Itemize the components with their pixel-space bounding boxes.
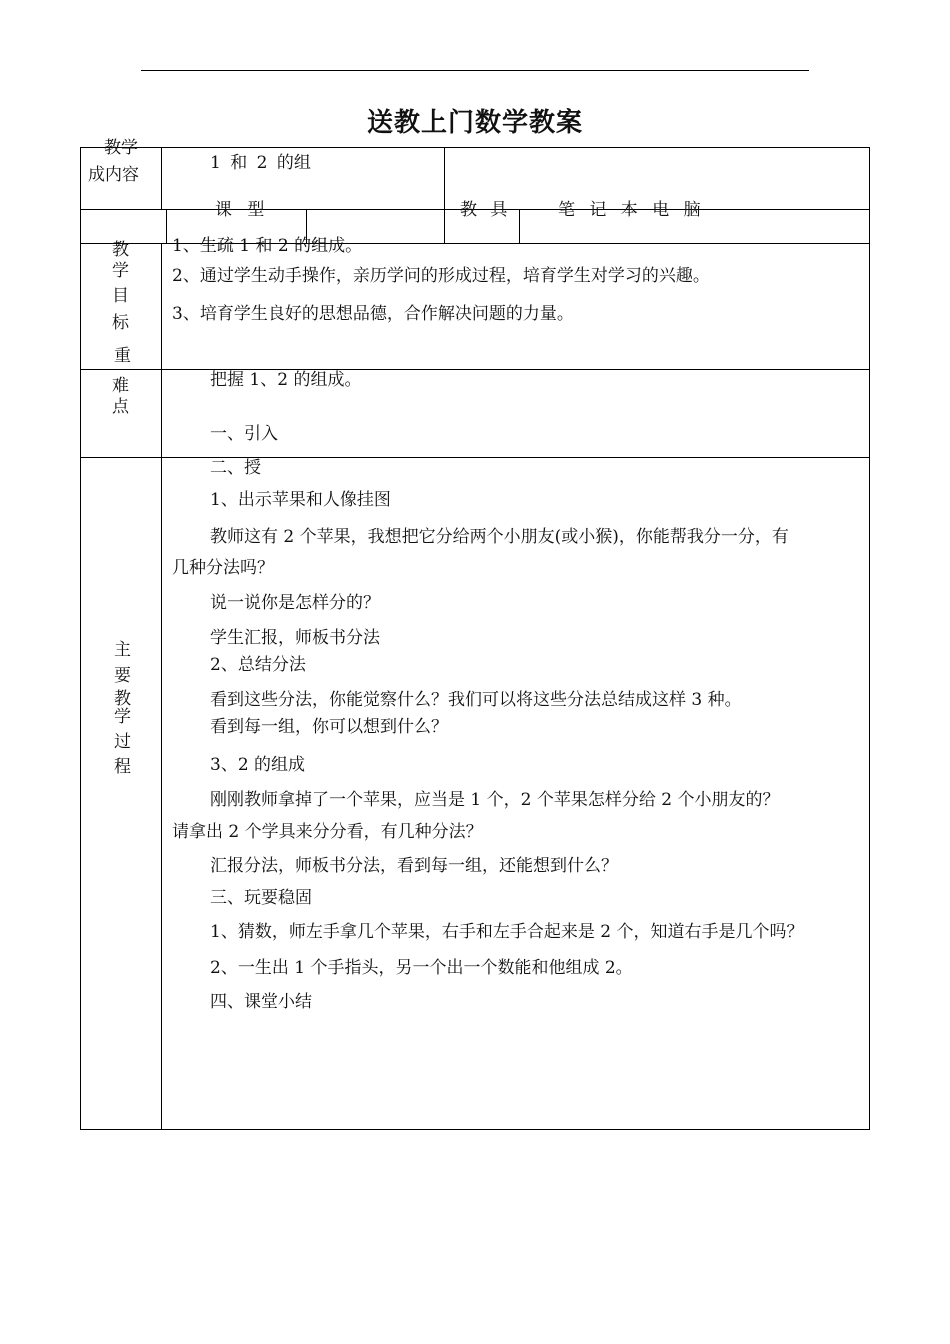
process-line-11: 请拿出 2 个学具来分分看，有几种分法？ <box>172 822 483 842</box>
tools-label: 教 具 <box>460 200 508 220</box>
process-line-9: 3、2 的组成 <box>210 755 306 775</box>
content-label-line2: 成内容 <box>88 165 139 185</box>
goals-label-char-4: 重 <box>114 346 131 366</box>
content-value: 1 和 2 的组 <box>210 153 311 173</box>
process-label-char-3: 学 <box>114 707 131 727</box>
process-line-6: 2、总结分法 <box>210 655 306 675</box>
goal-item-3: 3、培育学生良好的思想品德，合作解决问题的力量。 <box>172 304 574 324</box>
difficulty-label-char-1: 点 <box>112 397 129 417</box>
process-line-3: 几种分法吗？ <box>172 558 274 578</box>
process-line-7: 看到这些分法，你能觉察什么？我们可以将这些分法总结成这样 3 种。 <box>210 690 742 710</box>
process-label-char-0: 主 <box>114 640 131 660</box>
difficulty-label-char-0: 难 <box>112 376 129 396</box>
process-line-8: 看到每一组，你可以想到什么？ <box>210 717 448 737</box>
process-label-char-1: 要 <box>114 666 131 686</box>
goal-item-1: 1、生疏 1 和 2 的组成。 <box>172 236 363 256</box>
process-line-12: 汇报分法，师板书分法，看到每一组，还能想到什么？ <box>210 856 618 876</box>
process-line-2: 教师这有 2 个苹果，我想把它分给两个小朋友(或小猴)，你能帮我分一分，有 <box>210 527 789 547</box>
type-label: 课 型 <box>215 200 265 220</box>
header-rule <box>141 70 809 71</box>
goals-label-char-2: 目 <box>112 286 129 306</box>
process-line-16: 四、课堂小结 <box>210 992 312 1012</box>
process-line-13: 三、玩要稳固 <box>210 888 312 908</box>
process-line-14: 1、猜数，师左手拿几个苹果，右手和左手合起来是 2 个，知道右手是几个吗？ <box>210 922 804 942</box>
process-line-4: 说一说你是怎样分的？ <box>210 593 380 613</box>
process-line-10: 刚刚教师拿掉了一个苹果，应当是 1 个，2 个苹果怎样分给 2 个小朋友的？ <box>210 790 780 810</box>
goals-label-char-3: 标 <box>112 313 129 333</box>
content-label-line1: 教学 <box>104 138 138 158</box>
process-line-5: 学生汇报，师板书分法 <box>210 628 380 648</box>
process-line-15: 2、一生出 1 个手指头，另一个出一个数能和他组成 2。 <box>210 958 633 978</box>
page-title: 送教上门数学教案 <box>366 108 583 138</box>
intro-heading: 一、引入 <box>210 424 278 444</box>
process-label-char-4: 过 <box>114 732 131 752</box>
goals-label-char-0: 教 <box>112 240 129 260</box>
difficulty-text: 把握 1、2 的组成。 <box>210 370 362 390</box>
goals-label-char-1: 学 <box>112 261 129 281</box>
tools-value: 笔 记 本 电 脑 <box>558 200 701 220</box>
process-line-1: 1、出示苹果和人像挂图 <box>210 490 391 510</box>
goal-item-2: 2、通过学生动手操作，亲历学问的形成过程，培育学生对学习的兴趣。 <box>172 266 710 286</box>
process-line-0: 二、授 <box>210 458 261 478</box>
process-label-char-2: 教 <box>114 689 131 709</box>
process-label-char-5: 程 <box>114 757 131 777</box>
